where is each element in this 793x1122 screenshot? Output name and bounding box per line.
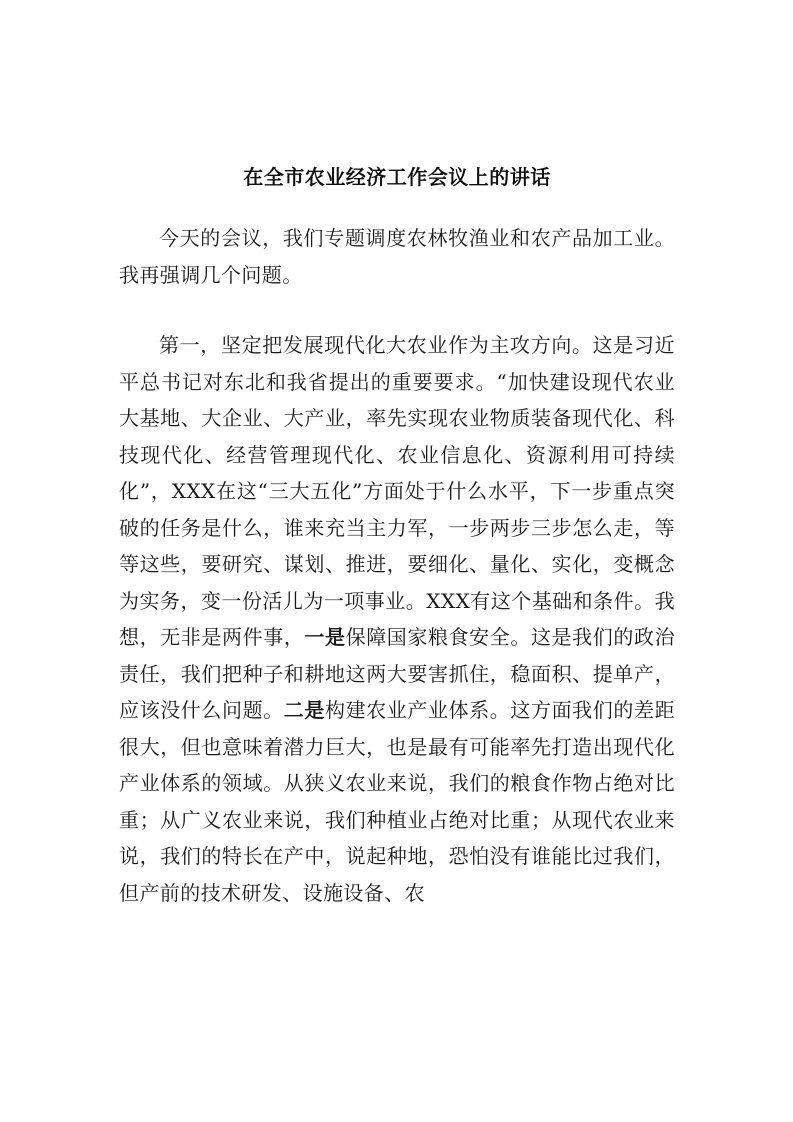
paragraph-text: 今天的会议，我们专题调度农林牧渔业和农产品加工业。我再强调几个问题。	[119, 226, 675, 287]
paragraph-text: 保障国家粮食安全。这是我们的政治责任，我们把种子和耕地这两大要害抓住，稳面积、提单产，应该没什么问题。	[119, 625, 675, 722]
paragraph-text: 第一，坚定把发展现代化大农业作为主攻方向。这是习近平总书记对东北和我省提出的重要要求。“加快建设现代农业大基地、大企业、大产业，率先实现农业物质装备现代化、科技现代化、经营管理现代化、农业信息化、资源利用可持续化”，XXX在这“三大五化”方面处于什么水平，下一步重点突破的任务是什么，谁来充当主力军，一步两步三步怎么走，等等这些，要研究、谋划、推进，要细化、量化、实化，变概念为实务，变一份活儿为一项事业。XXX有这个基础和条件。我想，无非是两件事，	[119, 333, 675, 649]
document-body	[119, 155, 675, 911]
bold-marker-second: 二是	[283, 698, 325, 722]
first-point-paragraph	[119, 327, 675, 911]
paragraph-text: 构建农业产业体系。这方面我们的差距很大，但也意味着潜力巨大，也是最有可能率先打造出现代化产业体系的领域。从狭义农业来说，我们的粮食作物占绝对比重；从广义农业来说，我们种植业占绝对比重；从现代农业来说，我们的特长在产中，说起种地，恐怕没有谁能比过我们，但产前的技术研发、设施设备、农	[119, 698, 675, 905]
opening-paragraph	[119, 220, 675, 293]
bold-marker-first: 一是	[304, 625, 346, 649]
document-title: 在全市农业经济工作会议上的讲话	[243, 165, 551, 189]
